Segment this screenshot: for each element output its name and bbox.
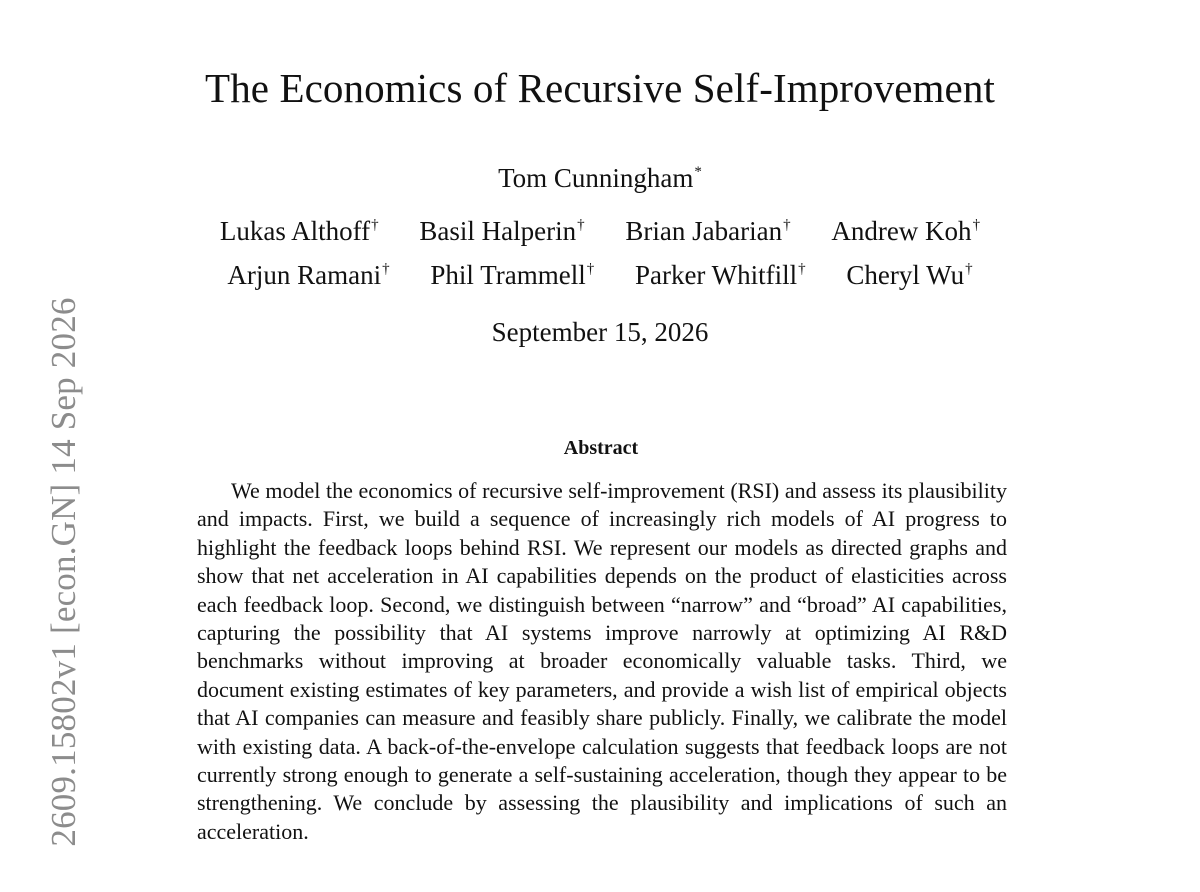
coauthor <box>430 257 594 293</box>
author-name: Basil Halperin <box>419 216 577 246</box>
coauthor <box>625 213 790 249</box>
author-name: Andrew Koh <box>831 216 972 246</box>
author-name: Phil Trammell <box>430 260 586 290</box>
lead-author <box>0 160 1200 196</box>
paper-title: The Economics of Recursive Self-Improvement <box>205 65 995 111</box>
coauthor <box>831 213 980 249</box>
author-name: Tom Cunningham <box>498 163 694 193</box>
coauthor-row <box>0 213 1200 249</box>
author-footnote-mark: † <box>382 261 390 277</box>
author-footnote-mark: † <box>798 261 806 277</box>
arxiv-identifier: 2609.15802v1 [econ.GN] 14 Sep 2026 <box>44 297 83 847</box>
coauthor <box>419 213 584 249</box>
publication-date: September 15, 2026 <box>491 317 709 347</box>
coauthor <box>846 257 972 293</box>
author-footnote-mark: † <box>965 261 973 277</box>
author-footnote-mark: † <box>577 217 585 233</box>
abstract-text: We model the economics of recursive self-improvement (RSI) and assess its plausibility and impacts. First, we build a sequence of increasingly rich models of AI progress to highlight the feedback loops behind RSI. We represent our models as directed graphs and show that net acceleration in AI capabilities depends on the product of elasticities across each feedback loop. Second, we distinguish between “narrow” and “broad” AI capabilities, capturing the possibility that AI systems improve narrowly at optimizing AI R&D benchmarks without improving at broader economically valuable tasks. Third, we document existing estimates of key parameters, and provide a wish list of empirical objects that AI companies can measure and feasibly share publicly. Finally, we calibrate the model with existing data. A back-of-the-envelope calculation suggests that feedback loops are not currently strong enough to generate a self-sustaining acceleration, though they appear to be strengthening. We conclude by assessing the plausibility and implications of such an acceleration. <box>197 478 1007 844</box>
author-name: Arjun Ramani <box>227 260 382 290</box>
coauthor <box>220 213 379 249</box>
abstract-heading: Abstract <box>563 437 639 459</box>
coauthor-row <box>0 257 1200 293</box>
author-footnote-mark: † <box>783 217 791 233</box>
coauthor <box>635 257 806 293</box>
author-name: Parker Whitfill <box>634 260 798 290</box>
author-name: Lukas Althoff <box>219 216 371 246</box>
author-footnote-mark: † <box>371 217 379 233</box>
coauthor <box>227 257 389 293</box>
author-name: Brian Jabarian <box>625 216 783 246</box>
author-footnote-mark: † <box>972 217 981 233</box>
author-footnote-mark: † <box>586 261 595 277</box>
author-footnote-mark: * <box>694 164 702 180</box>
author-name: Cheryl Wu <box>846 260 965 290</box>
